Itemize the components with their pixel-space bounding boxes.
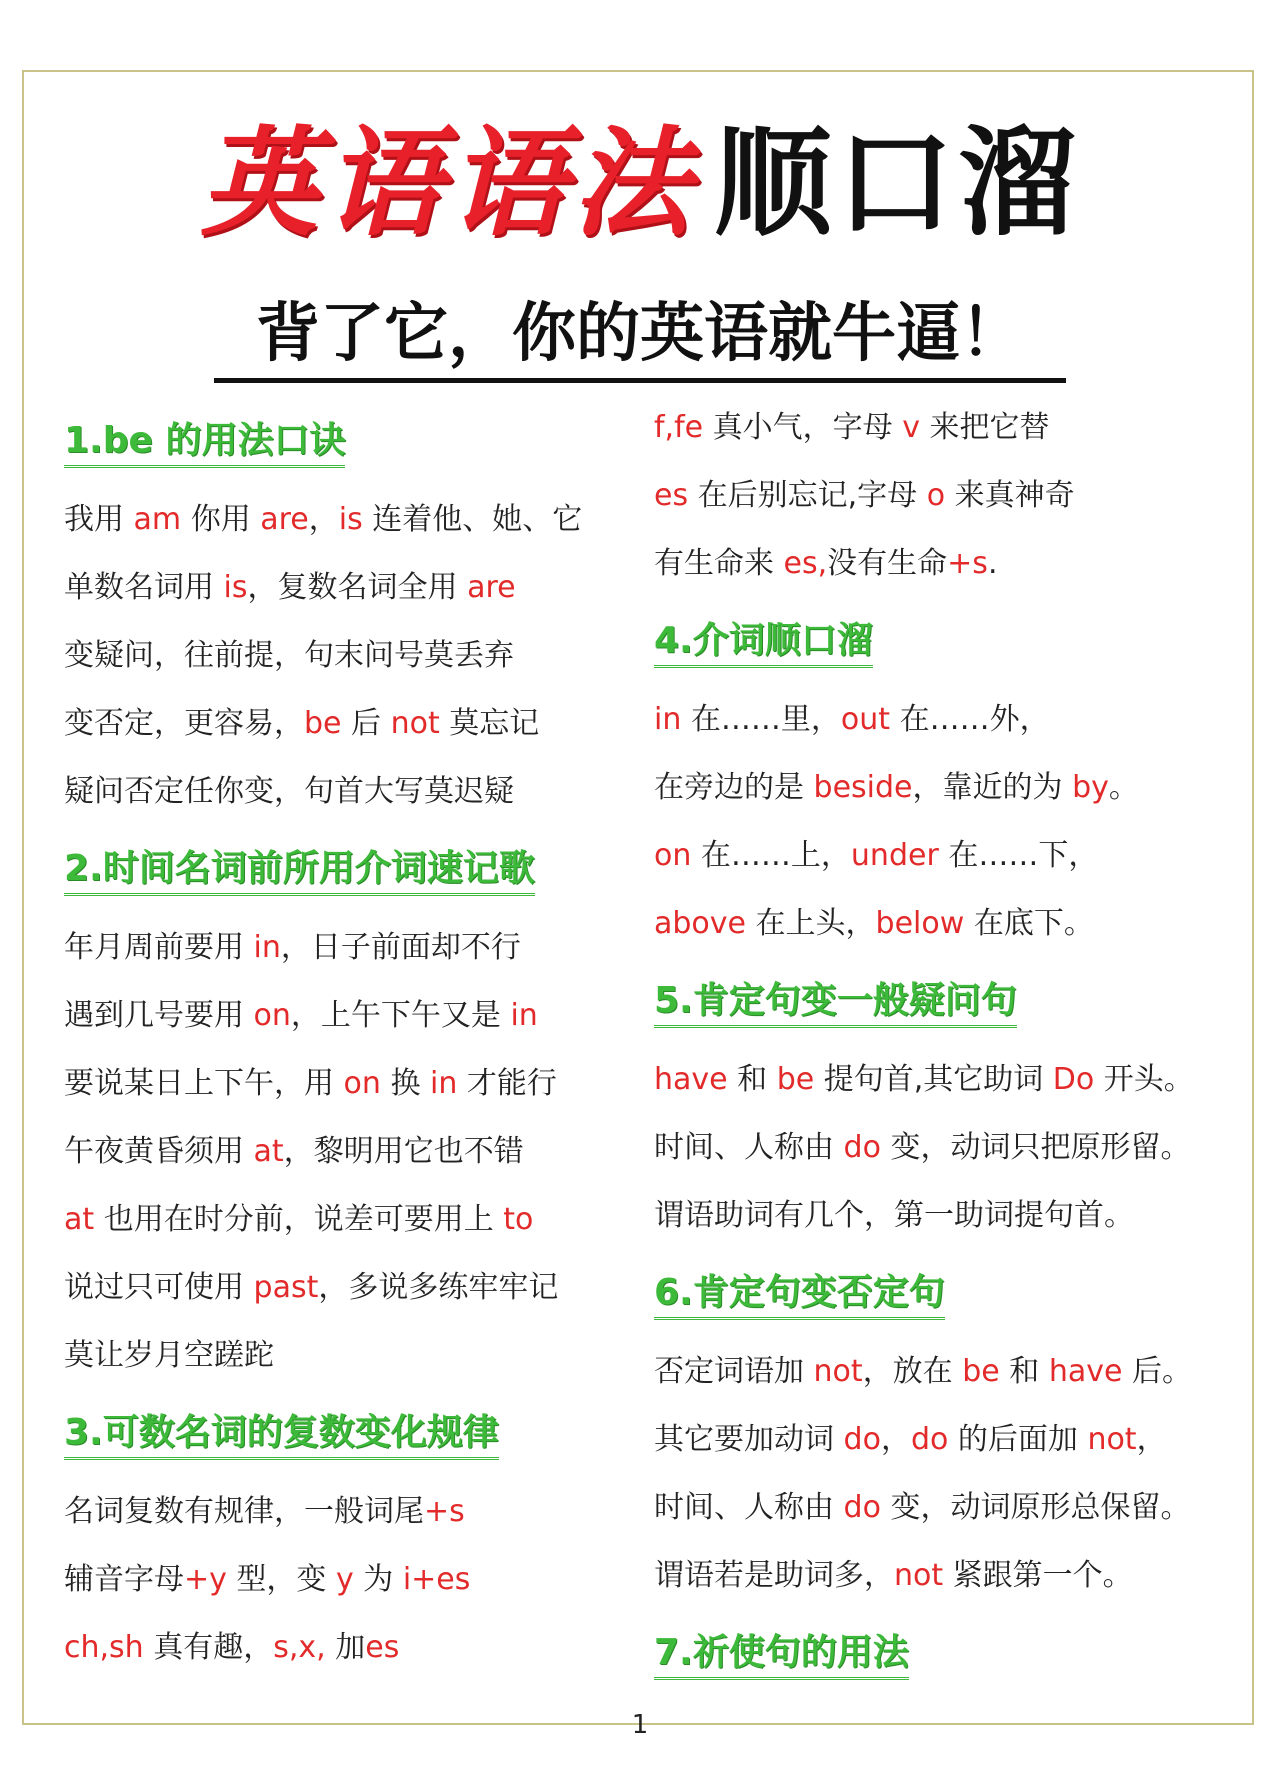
keyword: at — [253, 1134, 284, 1169]
keyword: do — [910, 1422, 949, 1457]
keyword: not — [813, 1354, 863, 1389]
line-text: 时间、人称由 — [654, 1130, 844, 1165]
section-lines — [64, 1478, 644, 1682]
line-text: 谓语若是助词多， — [654, 1558, 894, 1593]
section-preposition-rhyme — [654, 598, 1254, 958]
line-text: 在……下， — [938, 838, 1099, 873]
section-title: 3.可数名词的复数变化规律 — [64, 1404, 499, 1460]
line-text: 在底下。 — [964, 906, 1094, 941]
section-title: 4.介词顺口溜 — [654, 612, 873, 668]
line-text: 为 — [353, 1562, 403, 1597]
line-text: 和 — [727, 1062, 777, 1097]
right-column — [654, 394, 1254, 1698]
keyword: on — [654, 838, 692, 873]
line-text: 变否定，更容易， — [64, 706, 304, 741]
line-text: ，上午下午又是 — [290, 998, 511, 1033]
line-text: 和 — [999, 1354, 1049, 1389]
section-title: 2.时间名词前所用介词速记歌 — [64, 840, 535, 896]
left-column — [64, 398, 644, 1682]
line-text: 说过只可使用 — [64, 1270, 254, 1305]
line-text: 其它要加动词 — [654, 1422, 844, 1457]
keyword: am — [133, 502, 182, 537]
keyword: v — [902, 410, 920, 445]
keyword: es — [365, 1630, 400, 1665]
keyword: out — [840, 702, 891, 737]
line-text: 莫忘记 — [439, 706, 540, 741]
keyword: do — [843, 1422, 881, 1457]
line-text: 在后别忘记,字母 — [688, 478, 927, 513]
keyword: not — [894, 1558, 944, 1593]
keyword: are — [467, 570, 516, 605]
text-line — [654, 890, 1254, 958]
text-line — [654, 1474, 1254, 1542]
keyword: in — [253, 930, 281, 965]
keyword: i+es — [402, 1562, 471, 1597]
keyword: Do — [1052, 1062, 1095, 1097]
section-lines — [64, 486, 644, 826]
keyword: is — [223, 570, 248, 605]
text-line — [654, 686, 1254, 754]
line-text: 午夜黄昏须用 — [64, 1134, 254, 1169]
keyword: above — [654, 906, 746, 941]
keyword: +s — [424, 1494, 465, 1529]
keyword: is — [338, 502, 363, 537]
line-text: 来真神奇 — [945, 478, 1075, 513]
keyword: not — [390, 706, 440, 741]
line-text: 真有趣， — [143, 1630, 274, 1665]
page-title — [0, 88, 1280, 258]
keyword: y — [335, 1562, 354, 1597]
text-line — [64, 758, 644, 826]
line-text: 名词复数有规律，一般词尾 — [64, 1494, 424, 1529]
line-text: 也用在时分前，说差可要用上 — [94, 1202, 504, 1237]
text-line — [64, 554, 644, 622]
keyword: +s — [947, 546, 988, 581]
line-text: ，黎明用它也不错 — [283, 1134, 524, 1169]
text-line — [64, 1478, 644, 1546]
text-line — [654, 1542, 1254, 1610]
text-line — [64, 1322, 644, 1390]
section-plural-rules — [64, 1390, 644, 1682]
text-line — [654, 1338, 1254, 1406]
line-text: . — [987, 546, 998, 581]
text-line — [64, 914, 644, 982]
section-lines — [654, 1338, 1254, 1610]
line-text: 在……外， — [890, 702, 1050, 737]
line-text: 要说某日上下午，用 — [64, 1066, 344, 1101]
text-line — [654, 1406, 1254, 1474]
keyword: in — [654, 702, 682, 737]
section-title: 5.肯定句变一般疑问句 — [654, 972, 1017, 1028]
section-lines — [654, 1046, 1254, 1250]
line-text: 年月周前要用 — [64, 930, 254, 965]
keyword: be — [304, 706, 342, 741]
keyword: on — [253, 998, 291, 1033]
line-text: 才能行 — [457, 1066, 557, 1101]
line-text: ， — [880, 1422, 911, 1457]
section-time-prepositions — [64, 826, 644, 1390]
page-subtitle: 背了它，你的英语就牛逼！ — [214, 296, 1066, 383]
line-text: 你用 — [181, 502, 261, 537]
line-text: 开头。 — [1094, 1062, 1194, 1097]
keyword: s,x, — [273, 1630, 326, 1665]
line-text: 的后面加 — [948, 1422, 1088, 1457]
text-line — [654, 1182, 1254, 1250]
line-text: ， — [308, 502, 339, 537]
line-text: 变，动词只把原形留。 — [880, 1130, 1191, 1165]
page-number: 1 — [631, 1710, 649, 1740]
keyword: ch,sh — [64, 1630, 144, 1665]
line-text: 否定词语加 — [654, 1354, 814, 1389]
keyword: be — [776, 1062, 815, 1097]
title-black-part: 顺口溜 — [714, 114, 1081, 252]
text-line — [654, 530, 1254, 598]
text-line — [64, 690, 644, 758]
line-text: 时间、人称由 — [654, 1490, 844, 1525]
text-line — [654, 1114, 1254, 1182]
text-line — [64, 1186, 644, 1254]
section-title: 6.肯定句变否定句 — [654, 1264, 945, 1320]
line-text: 疑问否定任你变，句首大写莫迟疑 — [64, 774, 514, 809]
line-text: 在……里， — [681, 702, 841, 737]
keyword: in — [430, 1066, 458, 1101]
line-text: 辅音字母 — [64, 1562, 184, 1597]
text-line — [64, 1546, 644, 1614]
keyword: be — [962, 1354, 1000, 1389]
text-line — [654, 754, 1254, 822]
text-line — [64, 1050, 644, 1118]
line-text: 没有生命 — [827, 546, 948, 581]
section-lines — [654, 394, 1254, 598]
line-text: 后 — [341, 706, 391, 741]
line-text: ，放在 — [862, 1354, 963, 1389]
keyword: in — [510, 998, 538, 1033]
keyword: o — [926, 478, 946, 513]
keyword: on — [343, 1066, 381, 1101]
line-text: ，多说多练牢牢记 — [318, 1270, 559, 1305]
line-text: 在上头， — [746, 906, 876, 941]
keyword: to — [503, 1202, 534, 1237]
line-text: 加 — [325, 1630, 366, 1665]
line-text: 换 — [380, 1066, 430, 1101]
keyword: at — [64, 1202, 95, 1237]
section-be-usage — [64, 398, 644, 826]
text-line — [654, 394, 1254, 462]
line-text: 提句首,其它助词 — [814, 1062, 1053, 1097]
line-text: 真小气，字母 — [703, 410, 903, 445]
line-text: ，复数名词全用 — [247, 570, 468, 605]
keyword: es, — [783, 546, 828, 581]
section-imperative — [654, 1610, 1254, 1698]
keyword: beside — [813, 770, 913, 805]
text-line — [654, 1046, 1254, 1114]
keyword: +y — [184, 1562, 227, 1597]
keyword: past — [253, 1270, 319, 1305]
line-text: 在……上， — [691, 838, 851, 873]
keyword: below — [875, 906, 965, 941]
text-line — [64, 486, 644, 554]
text-line — [64, 1614, 644, 1682]
section-lines — [654, 686, 1254, 958]
line-text: 变疑问，往前提，句末问号莫丢弃 — [64, 638, 514, 673]
line-text: 有生命来 — [654, 546, 784, 581]
keyword: do — [843, 1490, 881, 1525]
keyword: have — [1048, 1354, 1123, 1389]
text-line — [654, 822, 1254, 890]
line-text: ， — [1136, 1422, 1167, 1457]
keyword: under — [850, 838, 939, 873]
text-line — [64, 1254, 644, 1322]
line-text: 莫让岁月空蹉跎 — [64, 1338, 274, 1373]
keyword: have — [654, 1062, 728, 1097]
line-text: 。 — [1108, 770, 1139, 805]
title-red-part: 英语语法 — [199, 113, 696, 252]
keyword: es — [654, 478, 689, 513]
line-text: 紧跟第一个。 — [943, 1558, 1133, 1593]
text-line — [64, 982, 644, 1050]
text-line — [654, 462, 1254, 530]
text-line — [64, 1118, 644, 1186]
line-text: 单数名词用 — [64, 570, 224, 605]
keyword: not — [1087, 1422, 1137, 1457]
section-plural-rules-continued — [654, 394, 1254, 598]
line-text: 在旁边的是 — [654, 770, 814, 805]
line-text: 变，动词原形总保留。 — [880, 1490, 1191, 1525]
line-text: 连着他、她、它 — [362, 502, 583, 537]
line-text: 我用 — [64, 502, 134, 537]
line-text: 谓语助词有几个，第一助词提句首。 — [654, 1198, 1134, 1233]
text-line — [64, 622, 644, 690]
line-text: 遇到几号要用 — [64, 998, 254, 1033]
keyword: are — [260, 502, 309, 537]
keyword: f,fe — [654, 410, 704, 445]
line-text: 型，变 — [226, 1562, 336, 1597]
section-title: 7.祈使句的用法 — [654, 1624, 909, 1680]
keyword: do — [843, 1130, 881, 1165]
line-text: 后。 — [1122, 1354, 1192, 1389]
section-negative-sentence — [654, 1250, 1254, 1610]
section-lines — [64, 914, 644, 1390]
section-title: 1.be 的用法口诀 — [64, 412, 345, 468]
section-general-question — [654, 958, 1254, 1250]
keyword: by — [1072, 770, 1109, 805]
line-text: ，日子前面却不行 — [280, 930, 521, 965]
line-text: ，靠近的为 — [912, 770, 1073, 805]
line-text: 来把它替 — [919, 410, 1050, 445]
